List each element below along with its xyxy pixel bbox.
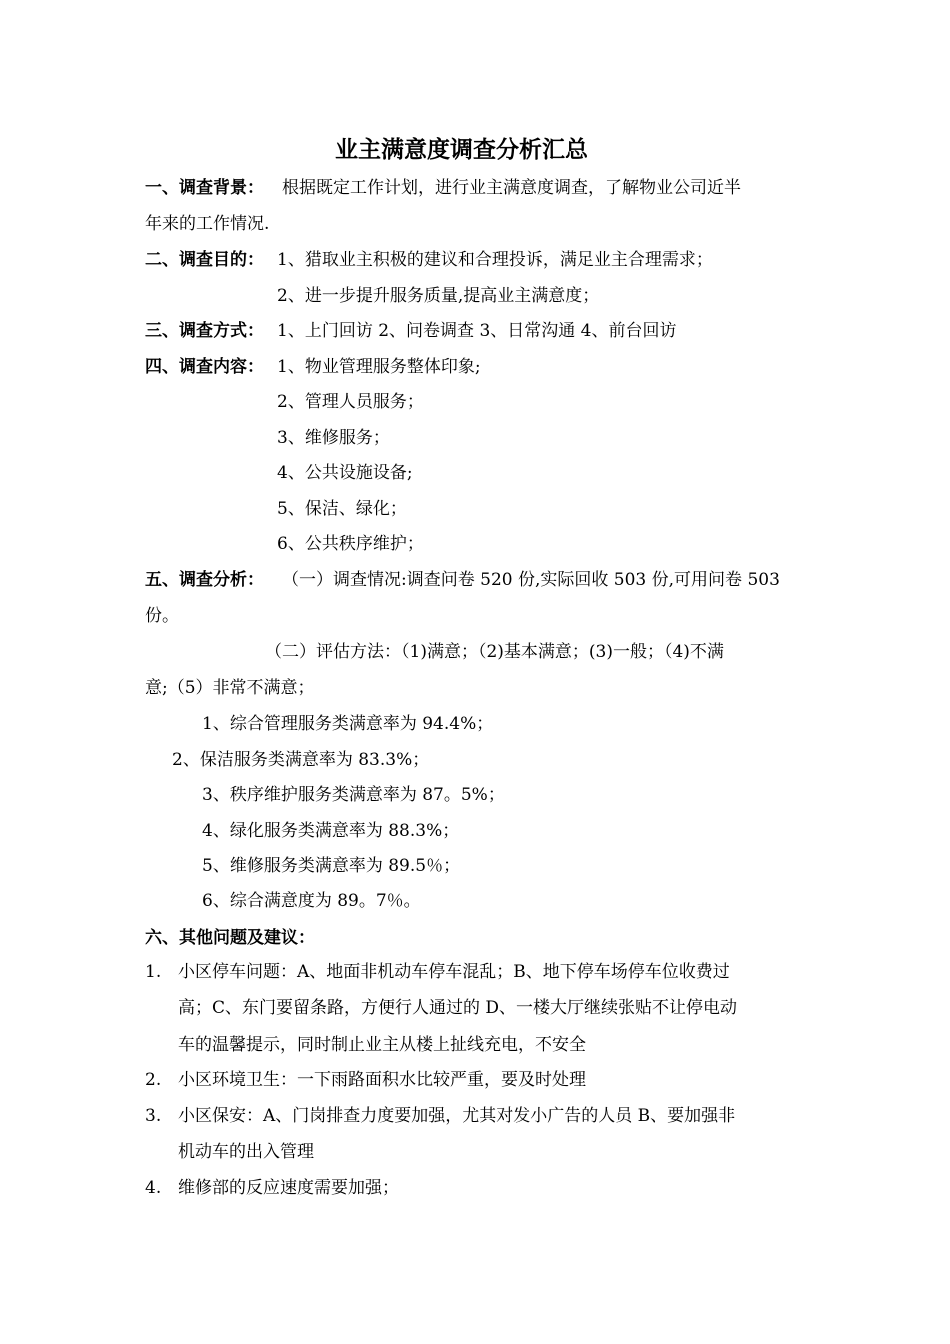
section5-label: 五、调查分析：: [145, 570, 264, 590]
section3-label: 三、调查方式：: [145, 321, 264, 341]
section3-text: 1、上门回访 2、问卷调查 3、日常沟通 4、前台回访: [277, 321, 677, 341]
section4-label: 四、调查内容：: [145, 357, 264, 377]
list-item-text: 小区停车问题：A、地面非机动车停车混乱；B、地下停车场停车位收费过: [178, 962, 730, 982]
section5-rate: 4、绿化服务类满意率为 88.3%；: [202, 821, 460, 841]
section5-eval-method-cont: 意;（5）非常不满意；: [145, 678, 315, 698]
section6-label: 六、其他问题及建议：: [145, 928, 315, 948]
list-item-text: 小区保安：A、门岗排查力度要加强，尤其对发小广告的人员 B、要加强非: [178, 1106, 736, 1126]
section5-survey-text: （一）调查情况:调查问卷 520 份,实际回收 503 份,可用问卷 503: [282, 570, 780, 590]
list-item-text: 车的温馨提示，同时制止业主从楼上扯线充电，不安全: [178, 1035, 586, 1055]
section5-rate: 1、综合管理服务类满意率为 94.4%；: [202, 714, 494, 734]
list-item-text: 小区环境卫生：一下雨路面积水比较严重，要及时处理: [178, 1070, 586, 1090]
list-number: 3.: [145, 1106, 162, 1126]
list-item-text: 高；C、东门要留条路，方便行人通过的 D、一楼大厅继续张贴不让停电动: [178, 998, 738, 1018]
list-number: 2.: [145, 1070, 162, 1090]
document-title: 业主满意度调查分析汇总: [335, 136, 588, 163]
list-number: 1.: [145, 962, 162, 982]
section5-eval-method: （二）评估方法：（1)满意；（2)基本满意；(3)一般；（4)不满: [265, 642, 724, 662]
section4-item: 2、管理人员服务；: [277, 392, 424, 412]
section4-item: 3、维修服务；: [277, 428, 390, 448]
section5-survey-text-cont: 份。: [145, 606, 179, 626]
section5-rate: 5、维修服务类满意率为 89.5％；: [202, 856, 461, 876]
list-item-text: 机动车的出入管理: [178, 1142, 314, 1162]
section1-label: 一、调查背景：: [145, 178, 264, 198]
list-number: 4.: [145, 1178, 162, 1198]
list-item-text: 维修部的反应速度需要加强；: [178, 1178, 399, 1198]
section2-item-2: 2、进一步提升服务质量,提高业主满意度；: [277, 286, 600, 306]
section2-label: 二、调查目的：: [145, 250, 264, 270]
section4-item: 1、物业管理服务整体印象;: [277, 357, 481, 377]
section1-text-cont: 年来的工作情况.: [145, 214, 270, 234]
section5-rate: 6、综合满意度为 89。7％。: [202, 891, 421, 911]
section1-text: 根据既定工作计划，进行业主满意度调查，了解物业公司近半: [282, 178, 741, 198]
section2-item-1: 1、猎取业主积极的建议和合理投诉，满足业主合理需求；: [277, 250, 713, 270]
section5-rate: 2、保洁服务类满意率为 83.3%；: [172, 750, 430, 770]
section5-rate: 3、秩序维护服务类满意率为 87。5%；: [202, 785, 505, 805]
section4-item: 4、公共设施设备;: [277, 463, 413, 483]
section4-item: 5、保洁、绿化；: [277, 499, 407, 519]
section4-item: 6、公共秩序维护；: [277, 534, 424, 554]
